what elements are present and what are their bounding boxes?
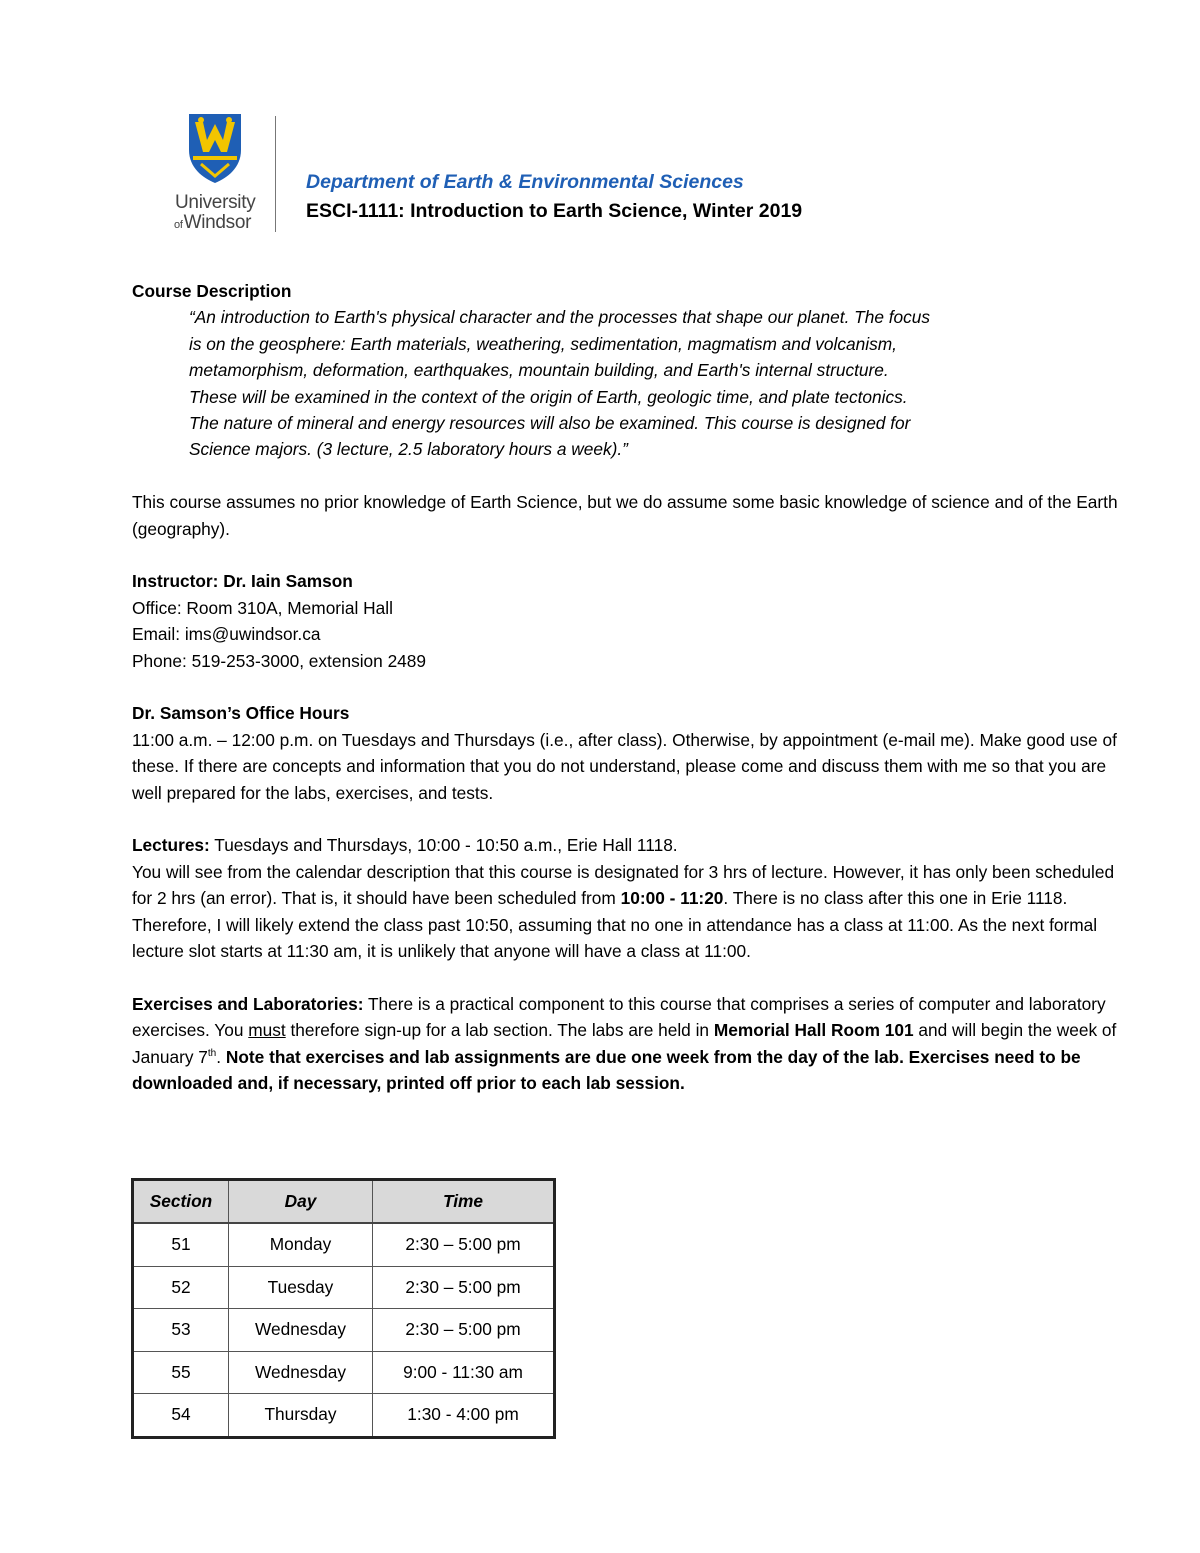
department-name: Department of Earth & Environmental Sciences bbox=[306, 171, 744, 193]
labs-label: Exercises and Laboratories: bbox=[132, 993, 364, 1014]
office-hours-heading: Dr. Samson’s Office Hours bbox=[132, 703, 350, 724]
logo-text-of: of bbox=[174, 219, 183, 231]
university-logo bbox=[165, 112, 269, 234]
instructor-email[interactable]: Email: ims@uwindsor.ca bbox=[132, 624, 321, 645]
table-header-row bbox=[133, 1180, 555, 1224]
course-description-heading: Course Description bbox=[132, 281, 292, 301]
lectures-text-cont: . There is no class after this one in Erie 1118. Therefore, I will likely extend the class past 10:50, assuming that no one in attendance has a class at 11:00. As the next formal lecture slot starts at 11:30 am, it is unlikely that anyone will have a class at 11:00. bbox=[132, 888, 1098, 962]
quote-line: These will be examined in the context of the origin of Earth, geologic time, and plate tectonics. bbox=[189, 386, 908, 407]
header-day: Day bbox=[229, 1180, 373, 1224]
lectures-label: Lectures: bbox=[132, 835, 210, 856]
course-title: ESCI-1111: Introduction to Earth Science, Winter 2019 bbox=[306, 200, 803, 222]
labs-paragraph bbox=[132, 991, 1122, 1097]
quote-line: is on the geosphere: Earth materials, weathering, sedimentation, magmatism and volcanism, bbox=[189, 333, 897, 354]
instructor-phone: Phone: 519-253-3000, extension 2489 bbox=[132, 650, 427, 671]
lectures-line bbox=[132, 832, 1122, 858]
cell-day: Wednesday bbox=[229, 1351, 373, 1394]
labs-room: Memorial Hall Room 101 bbox=[713, 1020, 914, 1041]
cell-time: 1:30 - 4:00 pm bbox=[373, 1394, 555, 1438]
instructor-office: Office: Room 310A, Memorial Hall bbox=[132, 597, 393, 618]
course-assumption: This course assumes no prior knowledge of Earth Science, but we do assume some basic knowledge of science and of the Earth (geography). bbox=[132, 492, 1118, 539]
quote-line: Science majors. (3 lecture, 2.5 laboratory hours a week).” bbox=[189, 439, 628, 460]
labs-must: must bbox=[248, 1020, 286, 1041]
header-time: Time bbox=[373, 1180, 555, 1224]
header-divider bbox=[275, 116, 276, 232]
logo-text-windsor bbox=[174, 212, 251, 234]
cell-time: 2:30 – 5:00 pm bbox=[373, 1223, 555, 1266]
labs-text: There is a practical component to this course that comprises a series of computer and laboratory exercises. You bbox=[132, 993, 1106, 1041]
cell-section: 54 bbox=[133, 1394, 229, 1438]
quote-line: metamorphism, deformation, earthquakes, mountain building, and Earth's internal structure. bbox=[189, 360, 889, 381]
cell-section: 52 bbox=[133, 1266, 229, 1309]
cell-section: 53 bbox=[133, 1309, 229, 1352]
cell-time: 2:30 – 5:00 pm bbox=[373, 1309, 555, 1352]
instructor-heading: Instructor: Dr. Iain Samson bbox=[132, 571, 353, 592]
cell-day: Tuesday bbox=[229, 1266, 373, 1309]
table-row bbox=[133, 1223, 555, 1266]
document-body bbox=[132, 278, 1122, 1097]
quote-line: The nature of mineral and energy resources will also be examined. This course is designed for bbox=[189, 413, 911, 434]
cell-time: 2:30 – 5:00 pm bbox=[373, 1266, 555, 1309]
labs-text-cont: therefore sign-up for a lab section. The labs are held in bbox=[285, 1020, 714, 1041]
labs-note: Note that exercises and lab assignments are due one week from the day of the lab. Exercises need to be downloaded and, if necessary, printed off prior to each lab session. bbox=[132, 1046, 1081, 1094]
lectures-time: 10:00 - 11:20 bbox=[620, 888, 724, 909]
cell-day: Thursday bbox=[229, 1394, 373, 1438]
header-section: Section bbox=[133, 1180, 229, 1224]
cell-day: Monday bbox=[229, 1223, 373, 1266]
labs-text-start: and will begin the week of January 7 bbox=[132, 1020, 1117, 1067]
quote-line: “An introduction to Earth's physical character and the processes that shape our planet. The focus bbox=[189, 307, 931, 328]
table-row bbox=[133, 1309, 555, 1352]
cell-section: 55 bbox=[133, 1351, 229, 1394]
office-hours-text: 11:00 a.m. – 12:00 p.m. on Tuesdays and Thursdays (i.e., after class). Otherwise, by appointment (e-mail me). Make good use of these. If there are concepts and information that you do not understand, please come and discuss them with me so that you are well prepared for the labs, exercises, and tests. bbox=[132, 729, 1117, 803]
lectures-paragraph bbox=[132, 859, 1122, 965]
course-description-quote bbox=[132, 304, 1122, 462]
labs-text-sep: . bbox=[216, 1046, 226, 1067]
logo-text-university: University bbox=[175, 192, 256, 213]
university-shield-icon bbox=[187, 112, 243, 184]
lectures-schedule: Tuesdays and Thursdays, 10:00 - 10:50 a.m., Erie Hall 1118. bbox=[209, 835, 678, 856]
table-row bbox=[133, 1394, 555, 1438]
lab-sections-table bbox=[131, 1178, 556, 1439]
cell-day: Wednesday bbox=[229, 1309, 373, 1352]
table-row bbox=[133, 1351, 555, 1394]
lectures-text: You will see from the calendar description that this course is designated for 3 hrs of lecture. However, it has only been scheduled for 2 hrs (an error). That is, it should have been scheduled from bbox=[132, 861, 1115, 909]
cell-section: 51 bbox=[133, 1223, 229, 1266]
logo-text-windsor-word: Windsor bbox=[183, 212, 252, 233]
labs-sup: th bbox=[207, 1047, 217, 1059]
table-row bbox=[133, 1266, 555, 1309]
cell-time: 9:00 - 11:30 am bbox=[373, 1351, 555, 1394]
